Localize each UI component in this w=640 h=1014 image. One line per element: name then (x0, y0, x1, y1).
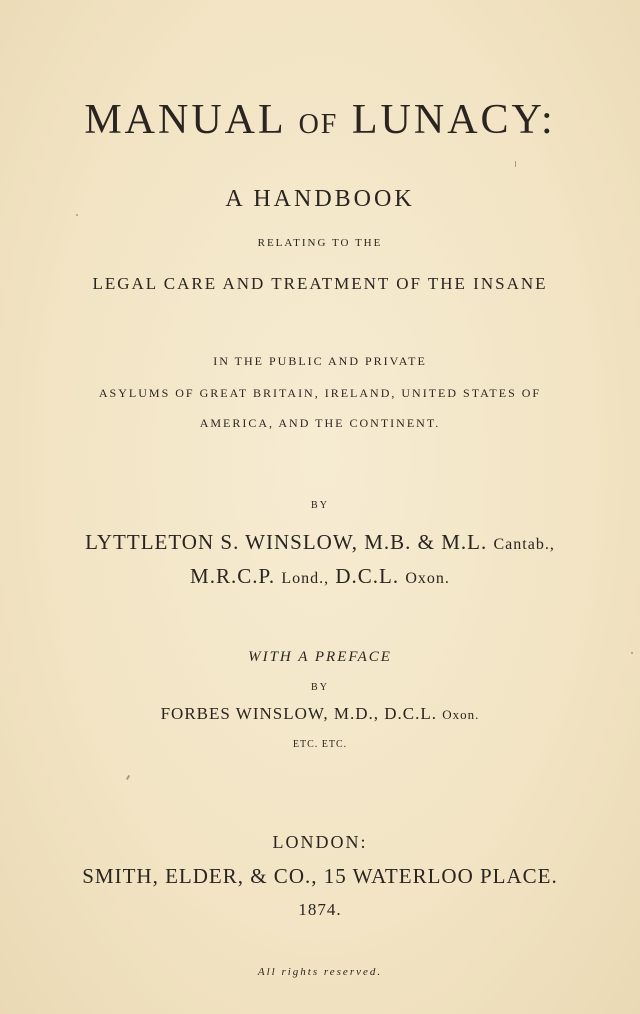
imprint-publisher: SMITH, ELDER, & CO., 15 WATERLOO PLACE. (82, 864, 558, 888)
subtitle: A HANDBOOK (225, 186, 415, 212)
paper-speck (631, 652, 633, 654)
imprint-year: 1874. (298, 900, 342, 919)
preface-author-name: FORBES WINSLOW, M.D., D.C.L. (160, 704, 438, 723)
author-oxon: Oxon. (405, 570, 450, 587)
preface-author (0, 704, 640, 724)
author-line-2 (0, 564, 640, 589)
author-dcl: D.C.L. (335, 564, 400, 588)
paper-speck (76, 214, 78, 216)
scope-line-1: IN THE PUBLIC AND PRIVATE (213, 354, 427, 368)
paper-speck (515, 161, 516, 167)
author-lond: Lond., (281, 570, 330, 587)
title-word-lunacy: LUNACY (351, 97, 542, 143)
rights-reserved: All rights reserved. (257, 966, 383, 978)
author-name: LYTTLETON S. WINSLOW, M.B. & M.L. (85, 530, 488, 554)
imprint-city: LONDON: (272, 832, 368, 852)
preface-by-label: BY (311, 682, 329, 693)
preface-label: WITH A PREFACE (248, 649, 392, 665)
title-colon: : (541, 97, 556, 143)
author-mrcp: M.R.C.P. (190, 564, 276, 588)
scope-line-3: AMERICA, AND THE CONTINENT. (199, 416, 441, 430)
legal-care-line: LEGAL CARE AND TREATMENT OF THE INSANE (92, 274, 548, 293)
etc-line: ETC. ETC. (292, 739, 348, 750)
by-label: BY (311, 500, 329, 511)
title-word-manual: MANUAL (84, 97, 286, 143)
scope-line-2: ASYLUMS OF GREAT BRITAIN, IRELAND, UNITED STATES OF (98, 386, 542, 400)
book-title (0, 96, 640, 144)
paper-speck (126, 775, 130, 780)
preface-author-oxon: Oxon. (442, 707, 480, 722)
author-cantab: Cantab., (493, 536, 555, 553)
author-line-1 (0, 530, 640, 555)
relating-to-line: RELATING TO THE (257, 237, 383, 249)
title-word-of: OF (298, 109, 339, 140)
